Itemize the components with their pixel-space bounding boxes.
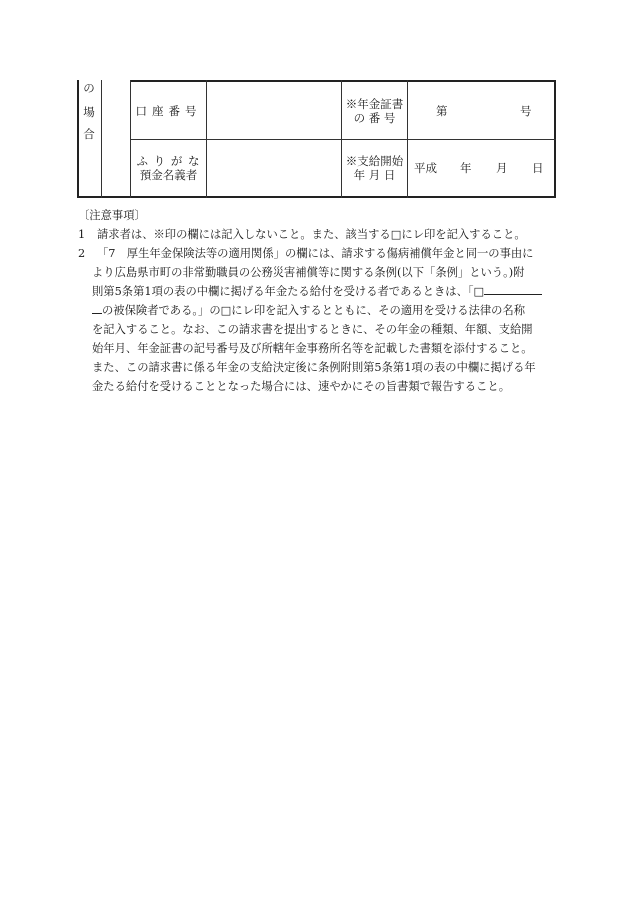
note-line: 請求者は、※印の欄には記入しないこと。また、該当する□にレ印を記入すること。 (97, 228, 526, 241)
dai-text: 第 (436, 103, 448, 118)
side-label-char: 合 (83, 127, 95, 141)
year-text: 年 (460, 161, 472, 175)
depositor-name-field (207, 140, 341, 196)
pension-cert-label-line: の 番 号 (353, 110, 396, 125)
pension-cert-number-label (342, 82, 407, 139)
account-number-label: 口座番号 (135, 103, 202, 118)
note-line-with-blank (92, 301, 558, 320)
note-line: を記入すること。なお、この請求書を提出するときに、その年金の種類、年額、支給開 (92, 323, 533, 336)
payment-start-date-label (342, 140, 407, 196)
go-text: 号 (520, 103, 532, 118)
note-text (92, 244, 558, 396)
note-line: より広島県市町の非常勤職員の公務災害補償等に関する条例(以下「条例」という。)附 (92, 266, 525, 279)
notes-heading: 〔注意事項〕 (78, 209, 146, 222)
blank-underline (92, 303, 102, 314)
bank-account-table (77, 80, 556, 198)
pension-cert-label-line: ※年金証書 (345, 96, 404, 111)
divider-vertical (101, 80, 102, 198)
side-label-char: の (83, 81, 95, 95)
pension-cert-number-field (408, 82, 554, 139)
note-text (92, 225, 558, 244)
side-label (77, 77, 101, 145)
side-label-char: 場 (83, 105, 95, 119)
payment-start-label-line: ※支給開始 (345, 154, 404, 168)
note-line: 始年月、年金証書の記号番号及び所轄年金事務所名等を記載した書類を添付すること。 (92, 342, 533, 355)
account-number-field (207, 82, 341, 139)
note-number: 1 (78, 228, 86, 241)
note-number: 2 (78, 247, 86, 260)
blank-underline (484, 284, 542, 295)
month-text: 月 (496, 161, 508, 175)
note-line-with-blank (92, 282, 558, 301)
depositor-label: 預金名義者 (139, 168, 198, 182)
payment-start-date-field (408, 140, 554, 196)
note-line-text: の被保険者である。」の□にレ印を記入するとともに、その適用を受ける法律の名称 (102, 304, 526, 317)
note-line: また、この請求書に係る年金の支給決定後に条例附則第5条第1項の表の中欄に掲げる年 (92, 361, 536, 374)
payment-start-label-line: 年 月 日 (353, 168, 396, 182)
day-text: 日 (532, 161, 544, 175)
note-line-text: 則第5条第1項の表の中欄に掲げる年金たる給付を受ける者であるときは、「□ (92, 285, 485, 298)
note-line: 金たる給付を受けることとなった場合には、速やかにその旨書類で報告すること。 (92, 380, 510, 393)
heisei-text: 平成 (414, 161, 437, 175)
depositor-name-label (131, 140, 206, 196)
note-line: 「7 厚生年金保険法等の適用関係」の欄には、請求する傷病補償年金と同一の事由に (97, 247, 534, 260)
furigana-label: ふ り が な (136, 154, 201, 168)
table-bottom-border (77, 196, 556, 198)
